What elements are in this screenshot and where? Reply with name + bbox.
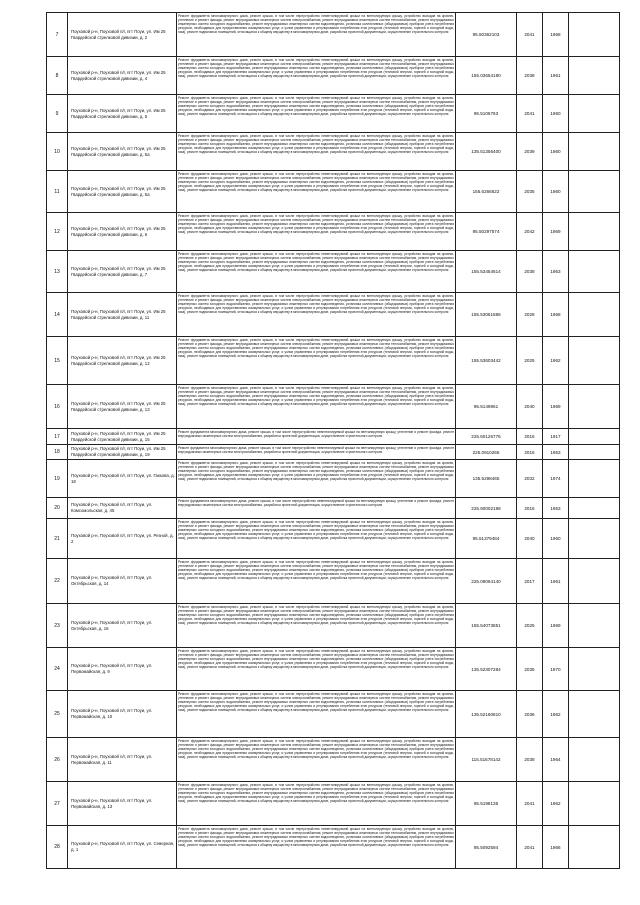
address-cell: Поуховой р-н, Поуховой п/г, пгт Поуи, ул. Им 25 Гвардейской стрелковой дивизии, д. 12 [68, 337, 177, 385]
row-number: 26 [47, 738, 68, 782]
work-description-text: Ремонт фундамента многоквартирного дома, ремонт крыши, в том числе переустройство невентилируемой крыши на вентилируемую крышу, устройство выходов на кровлю, утепление и ремонт фасада, ремонт внутридомовых инженерных систем электроснабжения, ремонт внутридомовых инженерных систем теплоснабжения, ремонт внутридомовых инженерных систем холодного водоснабжения, ремонт внутридомовых инженерных систем водоотведения, установка коллективных (общедомовых) приборов учета потребления ресурсов, необходимых для предоставления коммунальных услуг, и узлов управления и регулирования потребления этих ресурсов (тепловой энергии, горячей и холодной воды, газа), ремонт подвальных помещений, относящихся к общему имуществу в многоквартирном доме, разработка проектной документации, осуществление строительного контроля [178, 691, 454, 712]
empty-cell [569, 460, 620, 498]
planned-year-cell: 2028 [517, 293, 543, 337]
work-description-cell [177, 445, 456, 460]
cost-cell: 95.51379484 [456, 519, 517, 559]
table-row [47, 782, 620, 826]
work-description-cell [177, 429, 456, 445]
work-description-cell [177, 251, 456, 293]
table-row [47, 604, 620, 648]
planned-year-cell: 2038 [517, 57, 543, 95]
row-number: 18 [47, 445, 68, 460]
address-cell: Поуховой р-н, Поуховой п/г, пгт Поуи, ул. Им 25 Гвардейской стрелковой дивизии, д. 19 [68, 445, 177, 460]
table-row [47, 95, 620, 133]
cost-cell: 95.5092594 [456, 826, 517, 869]
table-row [47, 445, 620, 460]
work-description-cell [177, 13, 456, 57]
work-description-text: Ремонт фундамента многоквартирного дома, ремонт крыши, в том числе переустройство невентилируемой крыши на вентилируемую крышу, устройство выходов на кровлю, утепление и ремонт фасада, ремонт внутридомовых инженерных систем электроснабжения, ремонт внутридомовых инженерных систем теплоснабжения, ремонт внутридомовых инженерных систем холодного водоснабжения, ремонт внутридомовых инженерных систем водоотведения, установка коллективных (общедомовых) приборов учета потребления ресурсов, необходимых для предоставления коммунальных услуг, и узлов управления и регулирования потребления этих ресурсов (тепловой энергии, горячей и холодной воды, газа), ремонт подвальных помещений, относящихся к общему имуществу в многоквартирном доме, разработка проектной документации, осуществление строительного контроля [178, 738, 454, 759]
address-cell: Поуховой р-н, Поуховой п/г, пгт Поуи, ул. Им 25 Гвардейской стрелковой дивизии, д. 5 [68, 95, 177, 133]
build-year-cell: 1917 [543, 429, 569, 445]
cost-cell: 225.0910266 [456, 445, 517, 460]
cost-cell: 135.52160810 [456, 691, 517, 738]
table-row [47, 385, 620, 429]
table-row [47, 57, 620, 95]
work-description-cell [177, 460, 456, 498]
work-description-cell [177, 738, 456, 782]
address-cell: Поуховой р-н, Поуховой п/г, пгт Поуи, ул. Комсомольская, д. 45 [68, 498, 177, 519]
work-description-cell [177, 171, 456, 213]
build-year-cell: 1960 [543, 171, 569, 213]
row-number: 24 [47, 648, 68, 691]
empty-cell [569, 559, 620, 604]
table-row [47, 498, 620, 519]
build-year-cell: 1953 [543, 498, 569, 519]
row-number: 25 [47, 691, 68, 738]
table-row [47, 293, 620, 337]
planned-year-cell: 2032 [517, 460, 543, 498]
table-row [47, 133, 620, 171]
address-cell: Поуховой р-н, Поуховой п/г, пгт Поуи, ул. Им 25 Гвардейской стрелковой дивизии, д. 4 [68, 57, 177, 95]
work-description-text: Ремонт фундамента многоквартирного дома, ремонт крыши, в том числе переустройство невентилируемой крыши на вентилируемую крышу, устройство выходов на кровлю, утепление и ремонт фасада, ремонт внутридомовых инженерных систем электроснабжения, ремонт внутридомовых инженерных систем теплоснабжения, ремонт внутридомовых инженерных систем холодного водоснабжения, ремонт внутридомовых инженерных систем водоотведения, установка коллективных (общедомовых) приборов учета потребления ресурсов, необходимых для предоставления коммунальных услуг, и узлов управления и регулирования потребления этих ресурсов (тепловой энергии, горячей и холодной воды, газа), ремонт подвальных помещений, относящихся к общему имуществу в многоквартирном доме, разработка проектной документации, осуществление строительного контроля [178, 782, 454, 803]
planned-year-cell: 2041 [517, 95, 543, 133]
row-number: 21 [47, 519, 68, 559]
work-description-text: Ремонт фундамента многоквартирного дома, ремонт крыши, в том числе переустройство невентилируемой крыши на вентилируемую крышу, утепление и ремонт фасада, ремонт внутридомовых инженерных систем электроснабжения, разработка проектной документации, осуществление строительного контроля [178, 429, 454, 438]
row-number: 17 [47, 429, 68, 445]
work-description-text: Ремонт фундамента многоквартирного дома, ремонт крыши, в том числе переустройство невентилируемой крыши на вентилируемую крышу, утепление и ремонт фасада, ремонт внутридомовых инженерных систем электроснабжения, разработка проектной документации, осуществление строительного контроля [178, 445, 454, 454]
empty-cell [569, 385, 620, 429]
row-number: 28 [47, 826, 68, 869]
build-year-cell: 1974 [543, 460, 569, 498]
build-year-cell: 1964 [543, 738, 569, 782]
planned-year-cell: 2038 [517, 738, 543, 782]
work-description-text: Ремонт фундамента многоквартирного дома, ремонт крыши, в том числе переустройство невентилируемой крыши на вентилируемую крышу, устройство выходов на кровлю, утепление и ремонт фасада, ремонт внутридомовых инженерных систем электроснабжения, ремонт внутридомовых инженерных систем теплоснабжения, ремонт внутридомовых инженерных систем холодного водоснабжения, ремонт внутридомовых инженерных систем водоотведения, установка коллективных (общедомовых) приборов учета потребления ресурсов, необходимых для предоставления коммунальных услуг, и узлов управления и регулирования потребления этих ресурсов (тепловой энергии, горячей и холодной воды, газа), ремонт подвальных помещений, относящихся к общему имуществу в многоквартирном доме, разработка проектной документации, осуществление строительного контроля [178, 559, 454, 580]
cost-cell: 155.53603442 [456, 337, 517, 385]
work-description-cell [177, 782, 456, 826]
build-year-cell: 1962 [543, 691, 569, 738]
work-description-cell [177, 337, 456, 385]
address-cell: Поуховой р-н, Поуховой п/г, пгт Поуи, ул. Гаккова, д. 18 [68, 460, 177, 498]
work-description-cell [177, 57, 456, 95]
row-number: 20 [47, 498, 68, 519]
address-cell: Поуховой р-н, Поуховой п/г, пгт Поуи, ул. Северная, д. 1 [68, 826, 177, 869]
work-description-text: Ремонт фундамента многоквартирного дома, ремонт крыши, в том числе переустройство невентилируемой крыши на вентилируемую крышу, устройство выходов на кровлю, утепление и ремонт фасада, ремонт внутридомовых инженерных систем электроснабжения, ремонт внутридомовых инженерных систем теплоснабжения, ремонт внутридомовых инженерных систем холодного водоснабжения, ремонт внутридомовых инженерных систем водоотведения, установка коллективных (общедомовых) приборов учета потребления ресурсов, необходимых для предоставления коммунальных услуг, и узлов управления и регулирования потребления этих ресурсов (тепловой энергии, горячей и холодной воды, газа), ремонт подвальных помещений, относящихся к общему имуществу в многоквартирном доме, разработка проектной документации, осуществление строительного контроля [178, 95, 454, 116]
row-number: 7 [47, 13, 68, 57]
table-row [47, 429, 620, 445]
empty-cell [569, 13, 620, 57]
planned-year-cell: 2042 [517, 213, 543, 251]
cost-cell: 135.5298465 [456, 460, 517, 498]
work-description-text: Ремонт фундамента многоквартирного дома, ремонт крыши, в том числе переустройство невентилируемой крыши на вентилируемую крышу, утепление и ремонт фасада, ремонт внутридомовых инженерных систем электроснабжения, разработка проектной документации, осуществление строительного контроля [178, 498, 454, 507]
build-year-cell: 1963 [543, 251, 569, 293]
cost-cell: 225.09064140 [456, 559, 517, 604]
row-number: 15 [47, 337, 68, 385]
work-description-cell [177, 559, 456, 604]
row-number: 19 [47, 460, 68, 498]
work-description-cell [177, 385, 456, 429]
planned-year-cell: 2040 [517, 385, 543, 429]
row-number: 10 [47, 133, 68, 171]
empty-cell [569, 251, 620, 293]
cost-cell: 95.50297574 [456, 213, 517, 251]
empty-cell [569, 604, 620, 648]
address-cell: Поуховой р-н, Поуховой п/г, пгт Поуи, ул. Октябрьская, д. 14 [68, 559, 177, 604]
build-year-cell: 1970 [543, 648, 569, 691]
empty-cell [569, 213, 620, 251]
work-description-text: Ремонт фундамента многоквартирного дома, ремонт крыши, в том числе переустройство невентилируемой крыши на вентилируемую крышу, устройство выходов на кровлю, утепление и ремонт фасада, ремонт внутридомовых инженерных систем электроснабжения, ремонт внутридомовых инженерных систем теплоснабжения, ремонт внутридомовых инженерных систем холодного водоснабжения, ремонт внутридомовых инженерных систем водоотведения, установка коллективных (общедомовых) приборов учета потребления ресурсов, необходимых для предоставления коммунальных услуг, и узлов управления и регулирования потребления этих ресурсов (тепловой энергии, горячей и холодной воды, газа), ремонт подвальных помещений, относящихся к общему имуществу в многоквартирном доме, разработка проектной документации, осуществление строительного контроля [178, 57, 454, 78]
planned-year-cell: 2025 [517, 337, 543, 385]
cost-cell: 115.51678142 [456, 738, 517, 782]
build-year-cell: 1960 [543, 95, 569, 133]
planned-year-cell: 2038 [517, 251, 543, 293]
empty-cell [569, 133, 620, 171]
planned-year-cell: 2036 [517, 691, 543, 738]
cost-cell: 155.6266622 [456, 171, 517, 213]
work-description-text: Ремонт фундамента многоквартирного дома, ремонт крыши, в том числе переустройство невентилируемой крыши на вентилируемую крышу, устройство выходов на кровлю, утепление и ремонт фасада, ремонт внутридомовых инженерных систем электроснабжения, ремонт внутридомовых инженерных систем теплоснабжения, ремонт внутридомовых инженерных систем холодного водоснабжения, ремонт внутридомовых инженерных систем водоотведения, установка коллективных (общедомовых) приборов учета потребления ресурсов, необходимых для предоставления коммунальных услуг, и узлов управления и регулирования потребления этих ресурсов (тепловой энергии, горячей и холодной воды, газа), ремонт подвальных помещений, относящихся к общему имуществу в многоквартирном доме, разработка проектной документации, осуществление строительного контроля [178, 293, 454, 314]
build-year-cell: 1960 [543, 519, 569, 559]
build-year-cell: 1962 [543, 337, 569, 385]
address-cell: Поуховой р-н, Поуховой п/г, пгт Поуи, ул. Им 25 Гвардейской стрелковой дивизии, д. 15 [68, 429, 177, 445]
empty-cell [569, 826, 620, 869]
work-description-text: Ремонт фундамента многоквартирного дома, ремонт крыши, в том числе переустройство невентилируемой крыши на вентилируемую крышу, устройство выходов на кровлю, утепление и ремонт фасада, ремонт внутридомовых инженерных систем электроснабжения, ремонт внутридомовых инженерных систем теплоснабжения, ремонт внутридомовых инженерных систем холодного водоснабжения, ремонт внутридомовых инженерных систем водоотведения, установка коллективных (общедомовых) приборов учета потребления ресурсов, необходимых для предоставления коммунальных услуг, и узлов управления и регулирования потребления этих ресурсов (тепловой энергии, горячей и холодной воды, газа), ремонт подвальных помещений, относящихся к общему имуществу в многоквартирном доме, разработка проектной документации, осуществление строительного контроля [178, 648, 454, 669]
empty-cell [569, 445, 620, 460]
cost-cell: 225.90002198 [456, 498, 517, 519]
build-year-cell: 1953 [543, 445, 569, 460]
row-number: 11 [47, 171, 68, 213]
build-year-cell: 1969 [543, 385, 569, 429]
work-description-cell [177, 691, 456, 738]
cost-cell: 95.5106763 [456, 95, 517, 133]
work-description-cell [177, 648, 456, 691]
address-cell: Поуховой р-н, Поуховой п/г, пгт Поуи, ул. Первомайская, д. 11 [68, 738, 177, 782]
work-description-text: Ремонт фундамента многоквартирного дома, ремонт крыши, в том числе переустройство невентилируемой крыши на вентилируемую крышу, устройство выходов на кровлю, утепление и ремонт фасада, ремонт внутридомовых инженерных систем электроснабжения, ремонт внутридомовых инженерных систем теплоснабжения, ремонт внутридомовых инженерных систем холодного водоснабжения, ремонт внутридомовых инженерных систем водоотведения, установка коллективных (общедомовых) приборов учета потребления ресурсов, необходимых для предоставления коммунальных услуг, и узлов управления и регулирования потребления этих ресурсов (тепловой энергии, горячей и холодной воды, газа), ремонт подвальных помещений, относящихся к общему имуществу в многоквартирном доме, разработка проектной документации, осуществление строительного контроля [178, 604, 454, 625]
empty-cell [569, 691, 620, 738]
work-description-text: Ремонт фундамента многоквартирного дома, ремонт крыши, в том числе переустройство невентилируемой крыши на вентилируемую крышу, устройство выходов на кровлю, утепление и ремонт фасада, ремонт внутридомовых инженерных систем электроснабжения, ремонт внутридомовых инженерных систем теплоснабжения, ремонт внутридомовых инженерных систем холодного водоснабжения, ремонт внутридомовых инженерных систем водоотведения, установка коллективных (общедомовых) приборов учета потребления ресурсов, необходимых для предоставления коммунальных услуг, и узлов управления и регулирования потребления этих ресурсов (тепловой энергии, горячей и холодной воды, газа), ремонт подвальных помещений, относящихся к общему имуществу в многоквартирном доме, разработка проектной документации, осуществление строительного контроля [178, 171, 454, 192]
empty-cell [569, 95, 620, 133]
build-year-cell: 1968 [543, 13, 569, 57]
work-description-cell [177, 604, 456, 648]
work-description-cell [177, 519, 456, 559]
table-row [47, 460, 620, 498]
cost-cell: 155.54073851 [456, 604, 517, 648]
table-row [47, 171, 620, 213]
cost-cell: 95.50362103 [456, 13, 517, 57]
build-year-cell: 1960 [543, 133, 569, 171]
address-cell: Поуховой р-н, Поуховой п/г, пгт Поуи, ул. Первомайская, д. 13 [68, 782, 177, 826]
work-description-text: Ремонт фундамента многоквартирного дома, ремонт крыши, в том числе переустройство невентилируемой крыши на вентилируемую крышу, устройство выходов на кровлю, утепление и ремонт фасада, ремонт внутридомовых инженерных систем электроснабжения, ремонт внутридомовых инженерных систем теплоснабжения, ремонт внутридомовых инженерных систем холодного водоснабжения, ремонт внутридомовых инженерных систем водоотведения, установка коллективных (общедомовых) приборов учета потребления ресурсов, необходимых для предоставления коммунальных услуг, и узлов управления и регулирования потребления этих ресурсов (тепловой энергии, горячей и холодной воды, газа), ремонт подвальных помещений, относящихся к общему имуществу в многоквартирном доме, разработка проектной документации, осуществление строительного контроля [178, 337, 454, 358]
table-row [47, 648, 620, 691]
address-cell: Поуховой р-н, Поуховой п/г, пгт Поуи, ул. Первомайская, д. 10 [68, 691, 177, 738]
planned-year-cell: 2041 [517, 826, 543, 869]
table-row [47, 519, 620, 559]
work-description-cell [177, 95, 456, 133]
work-description-text: Ремонт фундамента многоквартирного дома, ремонт крыши, в том числе переустройство невентилируемой крыши на вентилируемую крышу, устройство выходов на кровлю, утепление и ремонт фасада, ремонт внутридомовых инженерных систем электроснабжения, ремонт внутридомовых инженерных систем теплоснабжения, ремонт внутридомовых инженерных систем холодного водоснабжения, ремонт внутридомовых инженерных систем водоотведения, установка коллективных (общедомовых) приборов учета потребления ресурсов, необходимых для предоставления коммунальных услуг, и узлов управления и регулирования потребления этих ресурсов (тепловой энергии, горячей и холодной воды, газа), ремонт подвальных помещений, относящихся к общему имуществу в многоквартирном доме, разработка проектной документации, осуществление строительного контроля [178, 13, 454, 34]
work-description-text: Ремонт фундамента многоквартирного дома, ремонт крыши, в том числе переустройство невентилируемой крыши на вентилируемую крышу, устройство выходов на кровлю, утепление и ремонт фасада, ремонт внутридомовых инженерных систем электроснабжения, ремонт внутридомовых инженерных систем теплоснабжения, ремонт внутридомовых инженерных систем холодного водоснабжения, ремонт внутридомовых инженерных систем водоотведения, установка коллективных (общедомовых) приборов учета потребления ресурсов, необходимых для предоставления коммунальных услуг, и узлов управления и регулирования потребления этих ресурсов (тепловой энергии, горячей и холодной воды, газа), ремонт подвальных помещений, относящихся к общему имуществу в многоквартирном доме, разработка проектной документации, осуществление строительного контроля [178, 213, 454, 234]
planned-year-cell: 2016 [517, 429, 543, 445]
address-cell: Поуховой р-н, Поуховой п/г, пгт Поуи, ул. Им 25 Гвардейской стрелковой дивизии, д. 2 [68, 13, 177, 57]
row-number: 16 [47, 385, 68, 429]
work-description-cell [177, 498, 456, 519]
planned-year-cell: 2041 [517, 782, 543, 826]
cost-cell: 135.52307284 [456, 648, 517, 691]
work-description-text: Ремонт фундамента многоквартирного дома, ремонт крыши, в том числе переустройство невентилируемой крыши на вентилируемую крышу, устройство выходов на кровлю, утепление и ремонт фасада, ремонт внутридомовых инженерных систем электроснабжения, ремонт внутридомовых инженерных систем теплоснабжения, ремонт внутридомовых инженерных систем холодного водоснабжения, ремонт внутридомовых инженерных систем водоотведения, установка коллективных (общедомовых) приборов учета потребления ресурсов, необходимых для предоставления коммунальных услуг, и узлов управления и регулирования потребления этих ресурсов (тепловой энергии, горячей и холодной воды, газа), ремонт подвальных помещений, относящихся к общему имуществу в многоквартирном доме, разработка проектной документации, осуществление строительного контроля [178, 133, 454, 154]
cost-cell: 225.60126776 [456, 429, 517, 445]
build-year-cell: 1969 [543, 213, 569, 251]
row-number: 9 [47, 95, 68, 133]
build-year-cell: 1962 [543, 782, 569, 826]
work-description-cell [177, 826, 456, 869]
cost-cell: 95.5198136 [456, 782, 517, 826]
empty-cell [569, 293, 620, 337]
cost-cell: 155.53061886 [456, 293, 517, 337]
address-cell: Поуховой р-н, Поуховой п/г, пгт Поуи, ул. Им 25 Гвардейской стрелковой дивизии, д. 6 [68, 213, 177, 251]
document-page [46, 12, 596, 880]
table-row [47, 826, 620, 869]
row-number: 22 [47, 559, 68, 604]
table-row [47, 559, 620, 604]
table-row [47, 251, 620, 293]
empty-cell [569, 648, 620, 691]
address-cell: Поуховой р-н, Поуховой п/г, пгт Поуи, ул. Им 25 Гвардейской стрелковой дивизии, д. 11 [68, 293, 177, 337]
empty-cell [569, 519, 620, 559]
work-description-cell [177, 293, 456, 337]
work-description-text: Ремонт фундамента многоквартирного дома, ремонт крыши, в том числе переустройство невентилируемой крыши на вентилируемую крышу, устройство выходов на кровлю, утепление и ремонт фасада, ремонт внутридомовых инженерных систем электроснабжения, ремонт внутридомовых инженерных систем теплоснабжения, ремонт внутридомовых инженерных систем холодного водоснабжения, ремонт внутридомовых инженерных систем водоотведения, установка коллективных (общедомовых) приборов учета потребления ресурсов, необходимых для предоставления коммунальных услуг, и узлов управления и регулирования потребления этих ресурсов (тепловой энергии, горячей и холодной воды, газа), ремонт подвальных помещений, относящихся к общему имуществу в многоквартирном доме, разработка проектной документации, осуществление строительного контроля [178, 826, 454, 847]
build-year-cell: 1969 [543, 604, 569, 648]
address-cell: Поуховой р-н, Поуховой п/г, пгт Поуи, ул. Им 25 Гвардейской стрелковой дивизии, д. 5а [68, 171, 177, 213]
build-year-cell: 1961 [543, 559, 569, 604]
row-number: 13 [47, 251, 68, 293]
cost-cell: 155.53454614 [456, 251, 517, 293]
empty-cell [569, 337, 620, 385]
address-cell: Поуховой р-н, Поуховой п/г, пгт Поуи, ул. Резной, д. 2 [68, 519, 177, 559]
address-cell: Поуховой р-н, Поуховой п/г, пгт Поуи, ул. Им 25 Гвардейской стрелковой дивизии, д. 5а [68, 133, 177, 171]
planned-year-cell: 2040 [517, 519, 543, 559]
planned-year-cell: 2035 [517, 648, 543, 691]
work-description-cell [177, 213, 456, 251]
table-row [47, 337, 620, 385]
planned-year-cell: 2016 [517, 445, 543, 460]
row-number: 23 [47, 604, 68, 648]
planned-year-cell: 2025 [517, 604, 543, 648]
repair-schedule-table [46, 12, 620, 869]
planned-year-cell: 2035 [517, 171, 543, 213]
work-description-cell [177, 133, 456, 171]
work-description-text: Ремонт фундамента многоквартирного дома, ремонт крыши, в том числе переустройство невентилируемой крыши на вентилируемую крышу, устройство выходов на кровлю, утепление и ремонт фасада, ремонт внутридомовых инженерных систем электроснабжения, ремонт внутридомовых инженерных систем теплоснабжения, ремонт внутридомовых инженерных систем холодного водоснабжения, ремонт внутридомовых инженерных систем водоотведения, установка коллективных (общедомовых) приборов учета потребления ресурсов, необходимых для предоставления коммунальных услуг, и узлов управления и регулирования потребления этих ресурсов (тепловой энергии, горячей и холодной воды, газа), ремонт подвальных помещений, относящихся к общему имуществу в многоквартирном доме, разработка проектной документации, осуществление строительного контроля [178, 385, 454, 406]
planned-year-cell: 2016 [517, 498, 543, 519]
table-row [47, 738, 620, 782]
work-description-text: Ремонт фундамента многоквартирного дома, ремонт крыши, в том числе переустройство невентилируемой крыши на вентилируемую крышу, устройство выходов на кровлю, утепление и ремонт фасада, ремонт внутридомовых инженерных систем электроснабжения, ремонт внутридомовых инженерных систем теплоснабжения, ремонт внутридомовых инженерных систем холодного водоснабжения, ремонт внутридомовых инженерных систем водоотведения, установка коллективных (общедомовых) приборов учета потребления ресурсов, необходимых для предоставления коммунальных услуг, и узлов управления и регулирования потребления этих ресурсов (тепловой энергии, горячей и холодной воды, газа), ремонт подвальных помещений, относящихся к общему имуществу в многоквартирном доме, разработка проектной документации, осуществление строительного контроля [178, 519, 454, 540]
address-cell: Поуховой р-н, Поуховой п/г, пгт Поуи, ул. Октябрьская, д. 16 [68, 604, 177, 648]
table-row [47, 691, 620, 738]
table-row [47, 213, 620, 251]
work-description-text: Ремонт фундамента многоквартирного дома, ремонт крыши, в том числе переустройство невентилируемой крыши на вентилируемую крышу, устройство выходов на кровлю, утепление и ремонт фасада, ремонт внутридомовых инженерных систем электроснабжения, ремонт внутридомовых инженерных систем теплоснабжения, ремонт внутридомовых инженерных систем холодного водоснабжения, ремонт внутридомовых инженерных систем водоотведения, установка коллективных (общедомовых) приборов учета потребления ресурсов, необходимых для предоставления коммунальных услуг, и узлов управления и регулирования потребления этих ресурсов (тепловой энергии, горячей и холодной воды, газа), ремонт подвальных помещений, относящихся к общему имуществу в многоквартирном доме, разработка проектной документации, осуществление строительного контроля [178, 251, 454, 272]
cost-cell: 135.51356400 [456, 133, 517, 171]
empty-cell [569, 498, 620, 519]
address-cell: Поуховой р-н, Поуховой п/г, пгт Поуи, ул. Им 25 Гвардейской стрелковой дивизии, д. 7 [68, 251, 177, 293]
work-description-text: Ремонт фундамента многоквартирного дома, ремонт крыши, в том числе переустройство невентилируемой крыши на вентилируемую крышу, устройство выходов на кровлю, утепление и ремонт фасада, ремонт внутридомовых инженерных систем электроснабжения, ремонт внутридомовых инженерных систем теплоснабжения, ремонт внутридомовых инженерных систем холодного водоснабжения, ремонт внутридомовых инженерных систем водоотведения, установка коллективных (общедомовых) приборов учета потребления ресурсов, необходимых для предоставления коммунальных услуг, и узлов управления и регулирования потребления этих ресурсов (тепловой энергии, горячей и холодной воды, газа), ремонт подвальных помещений, относящихся к общему имуществу в многоквартирном доме, разработка проектной документации, осуществление строительного контроля [178, 460, 454, 481]
empty-cell [569, 429, 620, 445]
planned-year-cell: 2017 [517, 559, 543, 604]
table-row [47, 13, 620, 57]
empty-cell [569, 171, 620, 213]
address-cell: Поуховой р-н, Поуховой п/г, пгт Поуи, ул. Им 25 Гвардейской стрелковой дивизии, д. 13 [68, 385, 177, 429]
build-year-cell: 1966 [543, 826, 569, 869]
build-year-cell: 1961 [543, 57, 569, 95]
planned-year-cell: 2041 [517, 13, 543, 57]
address-cell: Поуховой р-н, Поуховой п/г, пгт Поуи, ул. Первомайская, д. 9 [68, 648, 177, 691]
empty-cell [569, 782, 620, 826]
row-number: 14 [47, 293, 68, 337]
build-year-cell: 1968 [543, 293, 569, 337]
row-number: 8 [47, 57, 68, 95]
table-body [47, 13, 620, 869]
row-number: 27 [47, 782, 68, 826]
cost-cell: 155.03654180 [456, 57, 517, 95]
row-number: 12 [47, 213, 68, 251]
empty-cell [569, 738, 620, 782]
empty-cell [569, 57, 620, 95]
cost-cell: 95.5149861 [456, 385, 517, 429]
planned-year-cell: 2039 [517, 133, 543, 171]
